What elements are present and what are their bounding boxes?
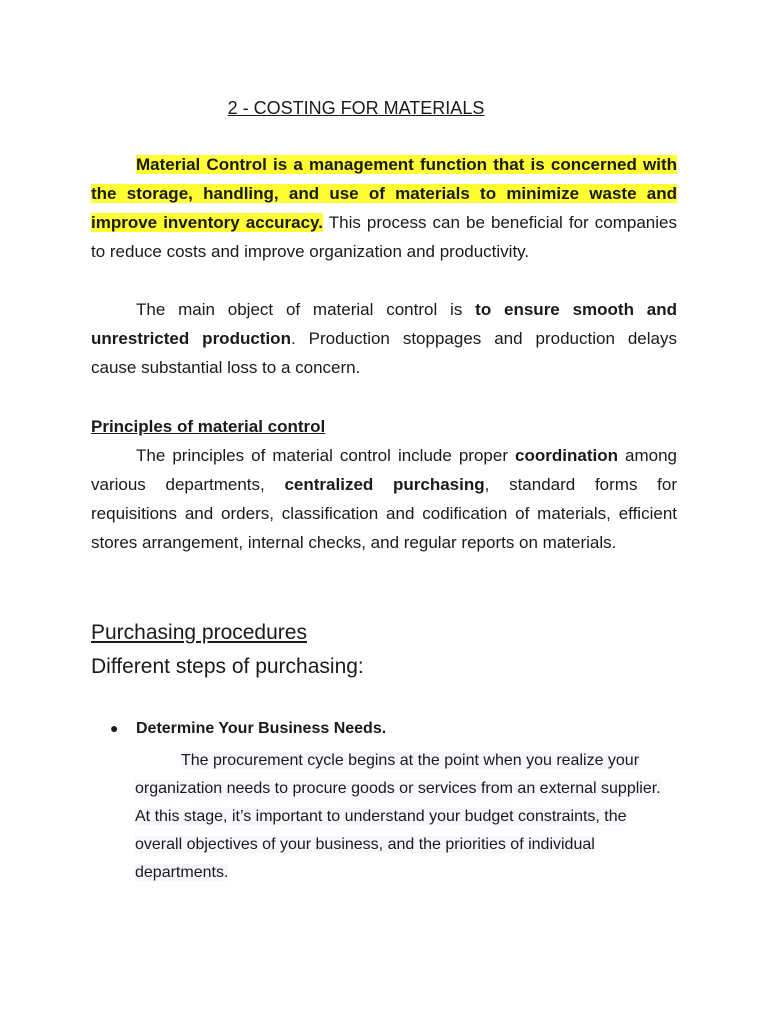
paragraph-text: among various departments,: [91, 446, 677, 494]
bold-text: coordination: [515, 446, 618, 465]
paragraph-text: The principles of material control include proper: [136, 446, 516, 465]
bullet-title: Determine Your Business Needs.: [136, 720, 387, 737]
bold-text: centralized purchasing: [284, 475, 485, 494]
paragraph-text: The main object of material control is: [136, 300, 476, 319]
bullet-body: [135, 747, 675, 887]
paragraph-text: , standard forms for requisitions and orders, classification and codification of materials, efficient stores arrangement, internal checks, and regular reports on materials.: [91, 475, 677, 552]
bullet-item: [110, 716, 386, 741]
steps-heading: Different steps of purchasing:: [91, 655, 364, 678]
bold-text: to ensure smooth and unrestricted production: [91, 300, 677, 348]
paragraph-main-object: [91, 295, 677, 382]
principles-heading: Principles of material control: [91, 417, 326, 436]
paragraph-text: This process can be beneficial for companies to reduce costs and improve organization and productivity.: [91, 213, 677, 261]
page-title: 2 - COSTING FOR MATERIALS: [227, 98, 485, 118]
bullet-icon: ●: [110, 720, 119, 736]
highlighted-definition: Material Control is a management function that is concerned with the storage, handling, and use of materials to minimize waste and improve inventory accuracy.: [91, 155, 677, 232]
paragraph-text: . Production stoppages and production delays cause substantial loss to a concern.: [91, 329, 677, 377]
purchasing-heading: Purchasing procedures: [91, 621, 307, 644]
paragraph-principles: [91, 441, 677, 557]
bullet-body-text: The procurement cycle begins at the point when you realize your organization needs to procure goods or services from an external supplier. At this stage, it’s important to understand your budget constraints, the overall objectives of your business, and the priorities of individual departments.: [135, 752, 661, 881]
paragraph-material-control: [91, 150, 677, 266]
